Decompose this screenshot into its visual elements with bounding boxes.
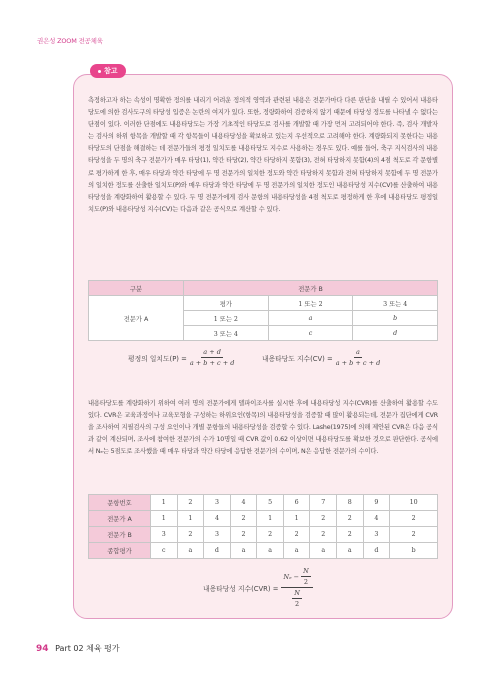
table2-cell: a xyxy=(177,543,204,559)
table1-header-expert-b: 전문가 B xyxy=(184,281,438,296)
note-badge-label: 참고 xyxy=(104,67,118,75)
table1-cell: c xyxy=(268,326,353,341)
formula3-den-fraction xyxy=(292,589,302,608)
formula3-den-top: N xyxy=(294,589,300,597)
formula-agreement xyxy=(128,348,237,367)
table2-cell: a xyxy=(230,543,257,559)
table2-cell: 2 xyxy=(283,527,310,543)
table2-cell: a xyxy=(257,543,284,559)
table2-cell: a xyxy=(283,543,310,559)
formula3-label: 내용타당성 지수(CVR) = xyxy=(203,584,279,593)
formula3-numerator-left: Nₑ − xyxy=(283,572,300,581)
table2-cell: 1 xyxy=(177,511,204,527)
table2-cell: a xyxy=(337,543,364,559)
table2-cell: 5 xyxy=(257,495,284,511)
table1-cell: 1 또는 2 xyxy=(184,311,269,326)
table2-cell: 8 xyxy=(337,495,364,511)
table2-row-label: 전문가 B xyxy=(89,527,151,543)
table2-cell: 2 xyxy=(310,511,337,527)
table2-cell: 7 xyxy=(310,495,337,511)
table2-cell: 2 xyxy=(390,511,438,527)
table2-cell: 2 xyxy=(177,527,204,543)
table2-row-label: 전문가 A xyxy=(89,511,151,527)
table2-cell: c xyxy=(151,543,178,559)
part-title: Part 02 체육 평가 xyxy=(55,644,120,653)
formula3-inner-bottom: 2 xyxy=(303,578,309,586)
formula-cvr xyxy=(203,567,316,608)
table2-cell: 2 xyxy=(230,527,257,543)
table2-cell: 2 xyxy=(230,511,257,527)
table2-row-label: 종합평가 xyxy=(89,543,151,559)
table2-cell: 1 xyxy=(257,511,284,527)
table2-cell: 2 xyxy=(177,495,204,511)
bullet-icon xyxy=(98,70,101,73)
table1-header-category: 구분 xyxy=(89,281,184,296)
table2-cell: d xyxy=(363,543,390,559)
table2-cell: 3 xyxy=(204,495,231,511)
page-footer xyxy=(36,643,120,654)
table1-row-label: 전문가 A xyxy=(89,296,184,341)
formula2-fraction xyxy=(336,348,381,367)
formula3-numerator xyxy=(281,567,312,588)
table2-cell: 4 xyxy=(363,511,390,527)
table2-cell: b xyxy=(390,543,438,559)
formula3-den-bottom: 2 xyxy=(295,600,300,608)
table2-cell: 4 xyxy=(230,495,257,511)
formula3-inner-top: N xyxy=(303,567,309,575)
formula1-denominator: a + b + c + d xyxy=(189,359,235,367)
table2-cell: 3 xyxy=(151,527,178,543)
cvr-table xyxy=(88,494,438,559)
formula2-label: 내용타당도 지수(CV) = xyxy=(262,354,333,363)
table1-cell: b xyxy=(353,311,438,326)
table2-row-label: 문항번호 xyxy=(89,495,151,511)
table2-cell: 1 xyxy=(151,511,178,527)
table2-cell: 2 xyxy=(390,527,438,543)
formula2-numerator: a xyxy=(356,348,360,356)
note-badge xyxy=(90,64,126,78)
table2-cell: 2 xyxy=(337,527,364,543)
paragraph-1: 측정하고자 하는 속성이 명확한 정의를 내리기 어려운 정의적 영역과 관련된 내용은 전문가마다 다른 판단을 내릴 수 있어서 내용타당도에 의한 검사도구의 타당성 입증은 논란의 여지가 있다. 또한, 정량화하여 검증하지 않기 때문에 타당성 정도를 나타낼 수 없다는 단점이 있다. 이러한 단점에도 내용타당도는 가장 기초적인 타당도로 검사를 개발할 때 가장 먼저 고려되어야 한다. 즉, 검사 개발자는 검사의 하위 항목을 개발할 때 각 항목들이 내용타당성을 확보하고 있는지 우선적으로 고려해야 한다. 계량화되지 못한다는 내용타당도의 단점을 해결하는 데 전문가들의 평정 일치도를 내용타당도 지수로 사용하는 경우도 있다. 예를 들어, 축구 지식검사의 내용타당성을 두 명의 축구 전문가가 매우 타당(1), 약간 타당(2), 약간 타당하지 못함(3), 전혀 타당하지 못함(4)의 4점 척도로 각 문항별로 평가하게 한 후, 매우 타당과 약간 타당에 두 명 전문가의 일치한 정도와 약간 타당하지 못함과 전혀 타당하지 못함에 두 명 전문가의 일치한 정도를 산출한 일치도(P)와 매우 타당과 약간 타당에 두 명 전문가의 일치한 정도인 내용타당성 지수(CV)를 산출하여 내용타당성을 계량화하여 활용할 수 있다. 두 명 전문가에게 검사 문항의 내용타당성을 4점 척도로 평정하게 한 후에 내용타당도 평정일치도(P)와 내용타당성 지수(CV)는 다음과 같은 공식으로 계산할 수 있다. xyxy=(88,97,438,213)
table2-cell: 2 xyxy=(310,527,337,543)
table1-cell: d xyxy=(353,326,438,341)
table2-cell: 3 xyxy=(204,527,231,543)
formula1-label: 평정의 일치도(P) = xyxy=(128,354,187,363)
table1-cell: a xyxy=(268,311,353,326)
table2-cell: d xyxy=(204,543,231,559)
agreement-table xyxy=(88,280,438,341)
table2-cell: a xyxy=(310,543,337,559)
formula3-denominator xyxy=(289,588,305,608)
table1-subheader: 1 또는 2 xyxy=(268,296,353,311)
paragraph-2: 내용타당도를 계량화하기 위하여 여러 명의 전문가에게 델파이조사를 실시한 후에 내용타당성 지수(CVR)를 산출하여 활용할 수도 있다. CVR은 교육과정이나 교육모형을 구성하는 하위요인(항목)의 내용타당성을 검증할 때 많이 활용되는데, 전문가 집단에게 CVR을 조사하여 지필검사의 구성 요인이나 개별 문항들의 내용타당성을 검증할 수 있다. Lashe(1975)에 의해 제안된 CVR은 다음 공식과 같이 계산되며, 조사에 참여한 전문가의 수가 10명일 때 CVR 값이 0.62 이상이면 내용타당도를 확보한 것으로 판단한다. 공식에서 Nₑ는 5점도로 조사했을 때 매우 타당과 약간 타당에 응답한 전문가의 수이며, N은 응답한 전문가의 수이다. xyxy=(88,400,438,456)
table1-cell: 3 또는 4 xyxy=(184,326,269,341)
running-head: 권은성 ZOOM 전공체육 xyxy=(37,37,103,45)
page-number: 94 xyxy=(36,644,49,654)
table2-cell: 9 xyxy=(363,495,390,511)
formula1-numerator: a + d xyxy=(203,348,221,356)
formula3-fraction xyxy=(281,567,312,608)
formula2-denominator: a + b + c + d xyxy=(335,359,381,367)
table2-cell: 1 xyxy=(283,511,310,527)
formula-cv xyxy=(262,348,383,367)
formula3-inner-fraction xyxy=(301,567,311,586)
table2-cell: 10 xyxy=(390,495,438,511)
table1-subheader: 평가 xyxy=(184,296,269,311)
table2-cell: 2 xyxy=(337,511,364,527)
table2-cell: 1 xyxy=(151,495,178,511)
formula1-fraction xyxy=(190,348,235,367)
table2-cell: 4 xyxy=(204,511,231,527)
table1-subheader: 3 또는 4 xyxy=(353,296,438,311)
table2-cell: 2 xyxy=(257,527,284,543)
table2-cell: 6 xyxy=(283,495,310,511)
table2-cell: 3 xyxy=(363,527,390,543)
